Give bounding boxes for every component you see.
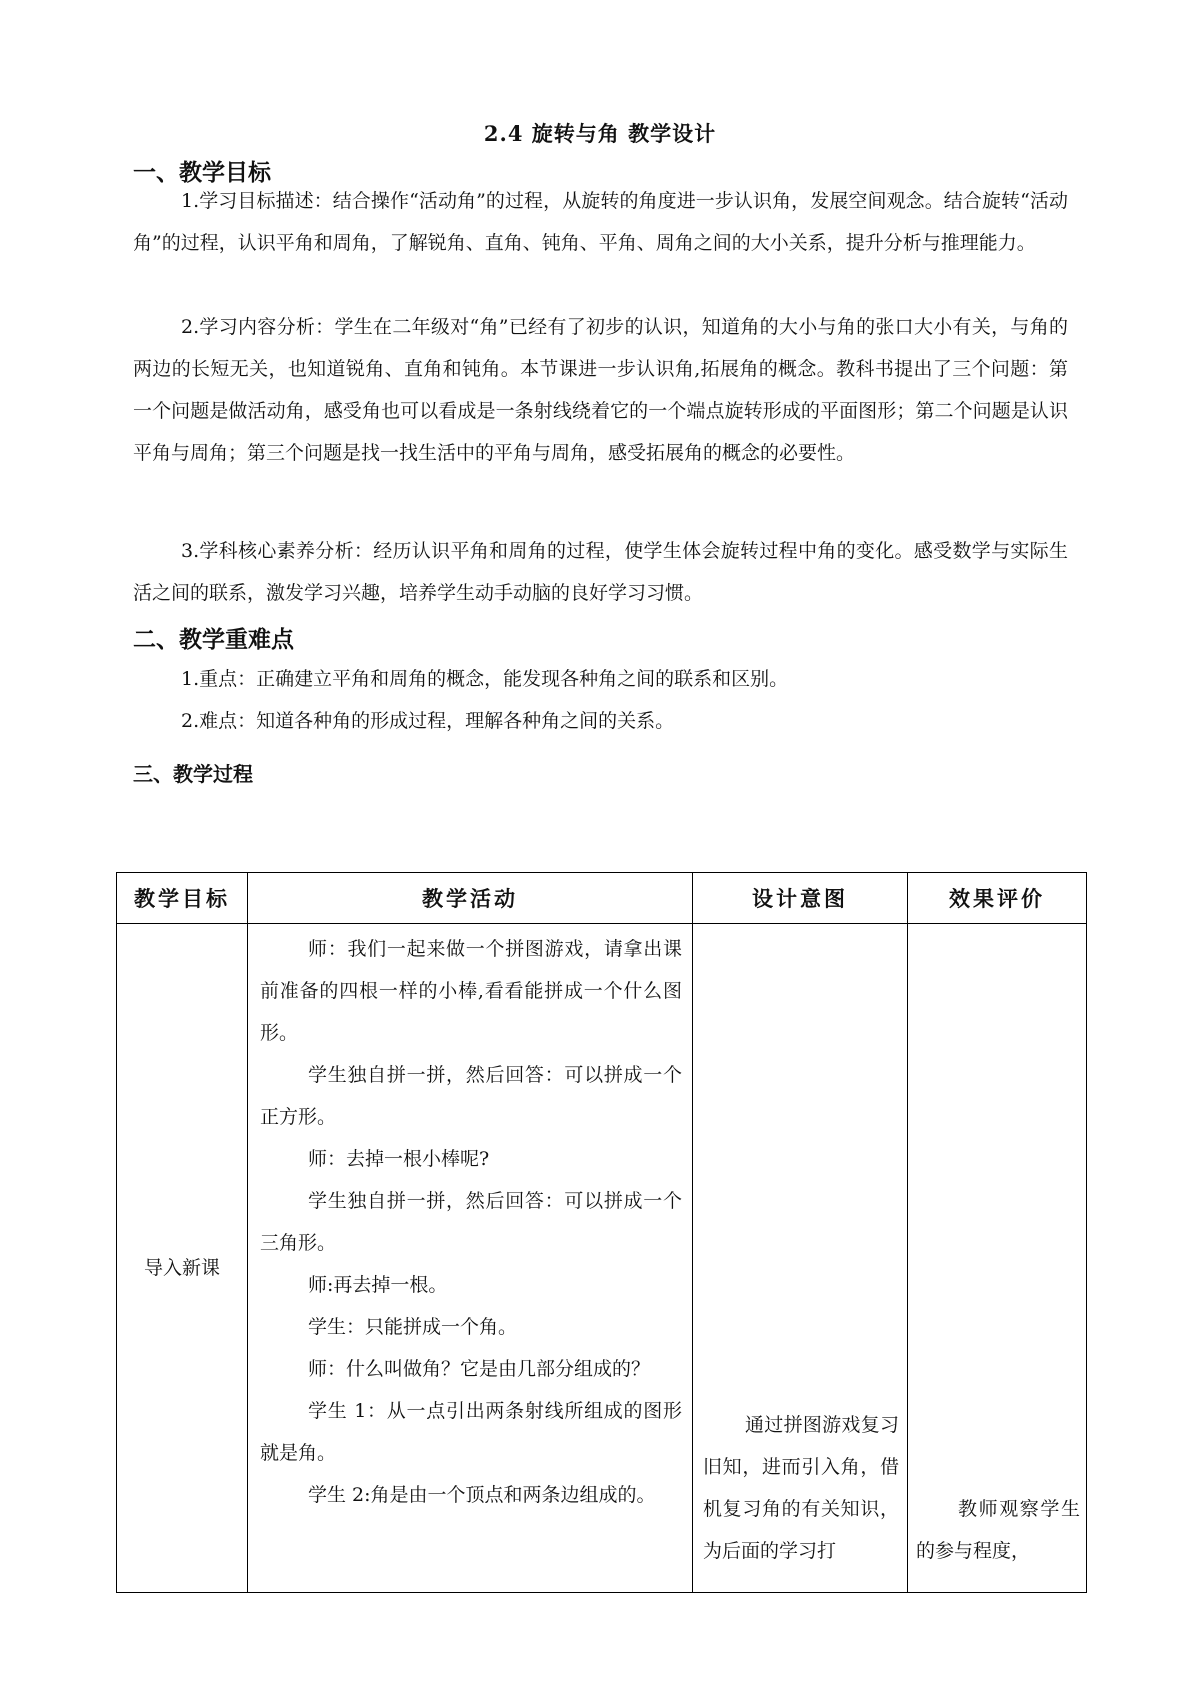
intent-text: 通过拼图游戏复习旧知，进而引入角，借机复习角的有关知识，为后面的学习打: [703, 1414, 899, 1562]
activity-line: 师:再去掉一根。: [308, 1274, 448, 1296]
activity-line: 学生 1：从一点引出两条射线所组成的图形就是角。: [260, 1400, 682, 1464]
difficulty-paragraph: 2.难点：知道各种角的形成过程，理解各种角之间的关系。: [181, 710, 675, 732]
table-header-row: [117, 873, 1087, 924]
activity-line: 学生独自拼一拼，然后回答：可以拼成一个三角形。: [260, 1190, 682, 1254]
intent-cell: [693, 924, 908, 1593]
section-heading-goals: 一、教学目标: [133, 159, 271, 186]
goals-paragraph-3: 3.学科核心素养分析：经历认识平角和周角的过程，使学生体会旋转过程中角的变化。感受数学与实际生活之间的联系，激发学习兴趣，培养学生动手动脑的良好学习习惯。: [133, 540, 1068, 604]
header-teaching-activity: 教学活动: [248, 873, 693, 924]
goals-paragraph-2: 2.学习内容分析：学生在二年级对“角”已经有了初步的认识，知道角的大小与角的张口大小有关，与角的两边的长短无关，也知道锐角、直角和钝角。本节课进一步认识角,拓展角的概念。教科书提出了三个问题：第一个问题是做活动角，感受角也可以看成是一条射线绕着它的一个端点旋转形成的平面图形；第二个问题是认识平角与周角；第三个问题是找一找生活中的平角与周角，感受拓展角的概念的必要性。: [133, 316, 1068, 464]
goal-text: 导入新课: [143, 1257, 220, 1279]
activity-cell: [248, 924, 693, 1593]
table-row: [117, 924, 1087, 1593]
goal-cell: [117, 924, 248, 1593]
header-teaching-goal: 教学目标: [117, 873, 248, 924]
section-heading-process: 三、教学过程: [133, 762, 253, 786]
activity-line: 师：我们一起来做一个拼图游戏，请拿出课前准备的四根一样的小棒,看看能拼成一个什么图形。: [260, 938, 682, 1044]
activity-line: 师：去掉一根小棒呢?: [308, 1148, 490, 1170]
effect-cell: [908, 924, 1087, 1593]
activity-line: 师：什么叫做角？它是由几部分组成的？: [308, 1358, 651, 1380]
header-effect-evaluation: 效果评价: [908, 873, 1087, 924]
teaching-process-table: [116, 872, 1087, 1593]
document-title: 2.4 旋转与角 教学设计: [483, 121, 717, 146]
effect-text: 教师观察学生的参与程度，: [916, 1498, 1080, 1562]
activity-line: 学生：只能拼成一个角。: [308, 1316, 518, 1338]
section-heading-key-points: 二、教学重难点: [133, 626, 294, 653]
activity-line: 学生独自拼一拼，然后回答：可以拼成一个正方形。: [260, 1064, 682, 1128]
key-point-paragraph: 1.重点：正确建立平角和周角的概念，能发现各种角之间的联系和区别。: [181, 668, 789, 690]
goals-paragraph-1: 1.学习目标描述：结合操作“活动角”的过程，从旋转的角度进一步认识角，发展空间观念。结合旋转“活动角”的过程，认识平角和周角，了解锐角、直角、钝角、平角、周角之间的大小关系，提升分析与推理能力。: [133, 190, 1068, 254]
activity-line: 学生 2:角是由一个顶点和两条边组成的。: [308, 1484, 656, 1506]
header-design-intent: 设计意图: [693, 873, 908, 924]
